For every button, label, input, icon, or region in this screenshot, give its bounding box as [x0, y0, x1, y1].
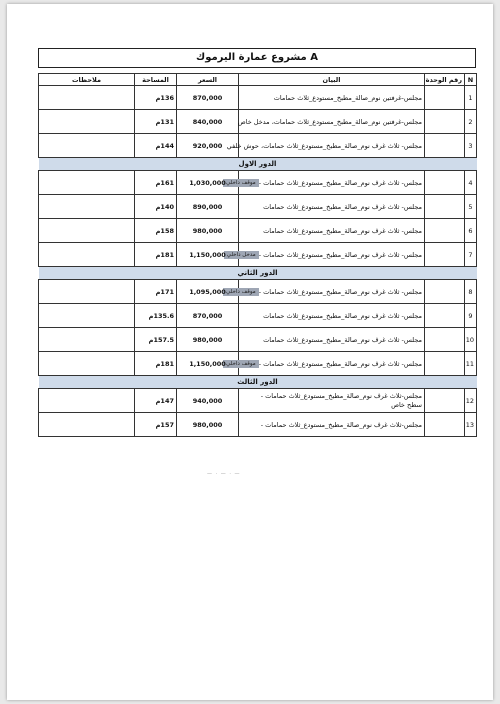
description-text: مجلس-ثلاث غرف نوم_صالة_مطبخ_مستودع_ثلاث حمامات - [260, 391, 422, 400]
row-notes [39, 110, 135, 134]
section-title: الدور الاول [39, 158, 477, 171]
table-row [39, 352, 477, 376]
row-description: مجلس-غرفتين نوم_صالة_مطبخ_مستودع_ثلاث حمامات [239, 86, 425, 110]
header-unit: رقم الوحدة [425, 74, 465, 86]
unit-number [425, 280, 465, 304]
row-price: 1,150,000 [177, 243, 239, 267]
row-description: مجلس- ثلاث غرف نوم_صالة_مطبخ_مستودع_ثلاث حمامات [239, 328, 425, 352]
row-description: مجلس- ثلاث غرف نوم_صالة_مطبخ_مستودع_ثلاث حمامات [239, 304, 425, 328]
section-title: الدور الثاني [39, 267, 477, 280]
table-header-row [39, 74, 477, 86]
row-description [226, 352, 425, 376]
row-area: 157م [135, 413, 177, 437]
row-area: 136م [135, 86, 177, 110]
row-price: 890,000 [177, 195, 239, 219]
unit-number [425, 134, 465, 158]
row-area: 181م [135, 243, 177, 267]
row-area: 158م [135, 219, 177, 243]
unit-number [425, 195, 465, 219]
unit-number [425, 389, 465, 413]
entrance-tag: مدخل داخلي [224, 251, 259, 259]
section-header-third-floor [39, 376, 477, 389]
row-price: 980,000 [177, 219, 239, 243]
row-area: 171م [135, 280, 177, 304]
row-number: 4 [465, 171, 477, 195]
document-title: مشروع عمارة اليرموك A [38, 48, 476, 68]
description-text: مجلس- ثلاث غرف نوم_صالة_مطبخ_مستودع_ثلاث حمامات - [258, 178, 422, 187]
unit-number [425, 328, 465, 352]
row-description [226, 243, 425, 267]
row-number: 5 [465, 195, 477, 219]
row-description: مجلس- ثلاث غرف نوم_صالة_مطبخ_مستودع_ثلاث حمامات [239, 219, 425, 243]
row-number: 2 [465, 110, 477, 134]
row-price: 1,095,000 [177, 280, 239, 304]
unit-number [425, 413, 465, 437]
row-description: مجلس-غرفتين نوم_صالة_مطبخ_مستودع_ثلاث حمامات، مدخل خاص [239, 110, 425, 134]
row-description: مجلس- ثلاث غرف نوم_صالة_مطبخ_مستودع_ثلاث حمامات، حوش خلفي [239, 134, 425, 158]
row-description: مجلس- ثلاث غرف نوم_صالة_مطبخ_مستودع_ثلاث حمامات [239, 195, 425, 219]
row-number: 3 [465, 134, 477, 158]
table-row [39, 110, 477, 134]
row-number: 11 [465, 352, 477, 376]
header-area: المساحة [135, 74, 177, 86]
header-notes: ملاحظات [39, 74, 135, 86]
table-row [39, 243, 477, 267]
row-area: 144م [135, 134, 177, 158]
unit-number [425, 352, 465, 376]
table-row [39, 413, 477, 437]
row-number: 9 [465, 304, 477, 328]
row-description: مجلس-ثلاث غرف نوم_صالة_مطبخ_مستودع_ثلاث حمامات - [239, 413, 425, 437]
description-text: مجلس- ثلاث غرف نوم_صالة_مطبخ_مستودع_ثلاث حمامات - [258, 287, 422, 296]
parking-tag: موقف داخلي [223, 179, 259, 187]
table-row [39, 304, 477, 328]
row-notes [39, 243, 135, 267]
table-row [39, 389, 477, 413]
row-description [226, 171, 425, 195]
row-area: 140م [135, 195, 177, 219]
header-desc: البيان [239, 74, 425, 86]
row-notes [39, 304, 135, 328]
row-number: 1 [465, 86, 477, 110]
description-extra: سطح خاص [391, 400, 422, 409]
row-price: 920,000 [177, 134, 239, 158]
unit-number [425, 243, 465, 267]
row-price: 940,000 [177, 389, 239, 413]
table-row [39, 219, 477, 243]
document-page [7, 4, 493, 700]
row-area: 161م [135, 171, 177, 195]
section-title: الدور الثالث [39, 376, 477, 389]
parking-tag: موقف داخلي [223, 288, 259, 296]
unit-number [425, 110, 465, 134]
row-description [226, 280, 425, 304]
table-row [39, 328, 477, 352]
units-table [38, 73, 477, 437]
unit-number [425, 86, 465, 110]
header-n: N [465, 74, 477, 86]
row-notes [39, 219, 135, 243]
row-notes [39, 280, 135, 304]
row-area: 147م [135, 389, 177, 413]
table-row [39, 195, 477, 219]
header-price: السعر [177, 74, 239, 86]
description-text: مجلس- ثلاث غرف نوم_صالة_مطبخ_مستودع_ثلاث حمامات - [258, 250, 422, 259]
row-notes [39, 352, 135, 376]
unit-number [425, 304, 465, 328]
row-number: 6 [465, 219, 477, 243]
row-notes [39, 328, 135, 352]
row-number: 12 [465, 389, 477, 413]
section-header-first-floor [39, 158, 477, 171]
row-price: 870,000 [177, 304, 239, 328]
table-row [39, 86, 477, 110]
row-notes [39, 413, 135, 437]
row-price: 1,150,000 [177, 352, 239, 376]
row-price: 840,000 [177, 110, 239, 134]
row-notes [39, 389, 135, 413]
row-area: 131م [135, 110, 177, 134]
row-area: 157.5م [135, 328, 177, 352]
faint-footer-mark: — · — · — [207, 471, 241, 477]
table-row [39, 134, 477, 158]
row-notes [39, 195, 135, 219]
row-price: 980,000 [177, 328, 239, 352]
row-description [239, 389, 425, 413]
section-header-second-floor [39, 267, 477, 280]
unit-number [425, 219, 465, 243]
row-number: 13 [465, 413, 477, 437]
row-price: 1,030,000 [177, 171, 239, 195]
description-text: مجلس- ثلاث غرف نوم_صالة_مطبخ_مستودع_ثلاث حمامات - [258, 359, 422, 368]
row-price: 980,000 [177, 413, 239, 437]
table-row [39, 280, 477, 304]
row-notes [39, 86, 135, 110]
row-number: 8 [465, 280, 477, 304]
unit-number [425, 171, 465, 195]
row-number: 7 [465, 243, 477, 267]
parking-tag: موقف داخلي [223, 360, 259, 368]
table-row [39, 171, 477, 195]
row-price: 870,000 [177, 86, 239, 110]
row-notes [39, 134, 135, 158]
row-area: 181م [135, 352, 177, 376]
row-notes [39, 171, 135, 195]
row-area: 135.6م [135, 304, 177, 328]
row-number: 10 [465, 328, 477, 352]
